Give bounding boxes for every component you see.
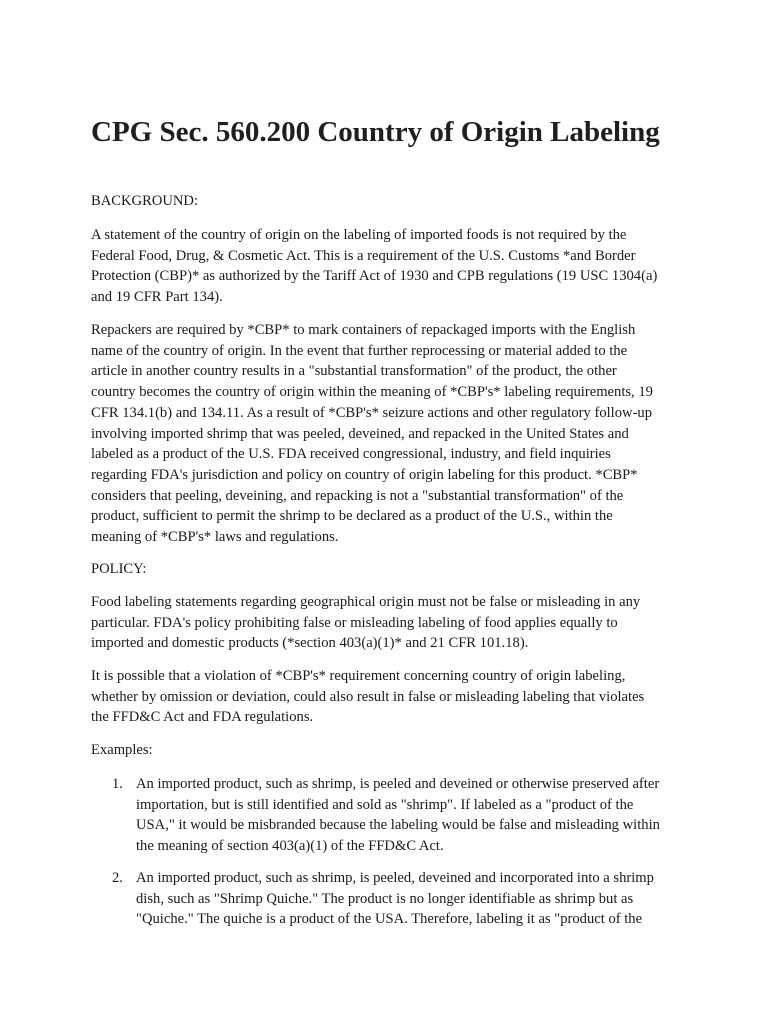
paragraph-line: whether by omission or deviation, could also result in false or misleading labeling that violates <box>91 688 645 705</box>
paragraph-line: involving imported shrimp that was peeled, deveined, and repacked in the United States and <box>91 425 629 442</box>
paragraph-line: name of the country of origin. In the event that further reprocessing or material added to the <box>91 342 628 359</box>
list-item-body <box>136 868 654 930</box>
background-heading <box>91 191 691 212</box>
paragraph-line: CFR 134.1(b) and 134.11. As a result of *CBP's* seizure actions and other regulatory follow-up <box>91 404 653 421</box>
background-paragraph-2 <box>91 320 691 548</box>
list-item-line: USA," it would be misbranded because the labeling would be false and misleading within <box>136 817 660 834</box>
paragraph-line: country becomes the country of origin within the meaning of *CBP's* labeling requirements, 19 <box>91 384 653 401</box>
list-item-body <box>136 774 660 857</box>
paragraph-line: A statement of the country of origin on the labeling of imported foods is not required by the <box>91 227 627 243</box>
examples-heading <box>91 740 691 761</box>
paragraph-line: Repackers are required by *CBP* to mark containers of repackaged imports with the English <box>91 322 636 338</box>
examples-heading-text: Examples: <box>91 742 153 758</box>
paragraph-line: Food labeling statements regarding geographical origin must not be false or misleading in any <box>91 594 641 610</box>
list-item-number: 2. <box>112 870 123 886</box>
list-item-line: importation, but is still identified and sold as "shrimp". If labeled as a "product of the <box>136 796 634 813</box>
page-title: CPG Sec. 560.200 Country of Origin Labeling <box>91 116 660 148</box>
paragraph-line: regarding FDA's jurisdiction and policy on country of origin labeling for this product. *CBP* <box>91 466 638 483</box>
paragraph-line: particular. FDA's policy prohibiting false or misleading labeling of food applies equally to <box>91 614 618 631</box>
paragraph-line: Protection (CBP)* as authorized by the Tariff Act of 1930 and CPB regulations (19 USC 1304(a) <box>91 268 658 285</box>
paragraph-line: product, sufficient to permit the shrimp to be declared as a product of the U.S., within the <box>91 508 613 525</box>
list-item-line: An imported product, such as shrimp, is peeled and deveined or otherwise preserved after <box>136 776 660 792</box>
paragraph-line: Federal Food, Drug, & Cosmetic Act. This is a requirement of the U.S. Customs *and Border <box>91 247 636 264</box>
list-item-line: An imported product, such as shrimp, is peeled, deveined and incorporated into a shrimp <box>136 870 654 886</box>
paragraph-line: meaning of *CBP's* laws and regulations. <box>91 529 339 546</box>
paragraph-line: imported and domestic products (*section 403(a)(1)* and 21 CFR 101.18). <box>91 635 529 652</box>
policy-paragraph-1 <box>91 592 691 654</box>
paragraph-line: and 19 CFR Part 134). <box>91 289 223 306</box>
list-item-line: "Quiche." The quiche is a product of the USA. Therefore, labeling it as "product of the <box>136 911 643 928</box>
paragraph-line: It is possible that a violation of *CBP's* requirement concerning country of origin labeling, <box>91 668 626 684</box>
list-item-number: 1. <box>112 776 123 792</box>
list-item-line: the meaning of section 403(a)(1) of the FFD&C Act. <box>136 838 444 855</box>
policy-paragraph-2 <box>91 666 691 728</box>
background-heading-text: BACKGROUND: <box>91 193 199 209</box>
paragraph-line: article in another country results in a "substantial transformation" of the product, the other <box>91 363 617 380</box>
policy-heading <box>91 559 691 580</box>
list-item-line: dish, such as "Shrimp Quiche." The product is no longer identifiable as shrimp but as <box>136 890 634 907</box>
policy-heading-text: POLICY: <box>91 561 147 577</box>
background-paragraph-1 <box>91 225 691 308</box>
paragraph-line: labeled as a product of the U.S. FDA received congressional, industry, and field inquiries <box>91 446 611 463</box>
paragraph-line: the FFD&C Act and FDA regulations. <box>91 709 314 726</box>
paragraph-line: considers that peeling, deveining, and repacking is not a "substantial transformation" of the <box>91 487 624 504</box>
